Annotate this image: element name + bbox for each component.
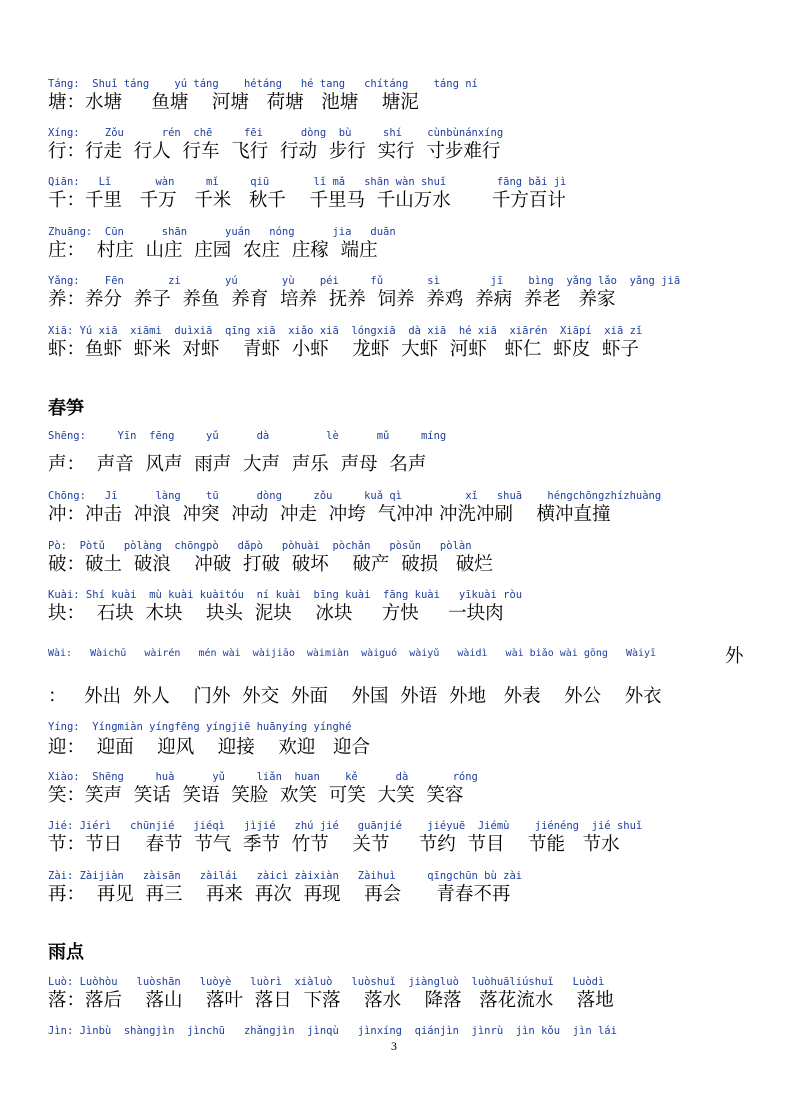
hanzi-line: 虾：鱼虾 虾米 对虾 青虾 小虾 龙虾 大虾 河虾 虾仁 虾皮 虾子 — [48, 339, 640, 360]
hanzi-line: 块： 石块 木块 块头 泥块 冰块 方快 一块肉 — [48, 603, 504, 624]
pinyin-line: Chōng: Jī làng tū dòng zǒu kuǎ qì xǐ shuā héngchōngzhízhuàng — [48, 490, 662, 502]
hanzi-line: 笑：笑声 笑话 笑语 笑脸 欢笑 可笑 大笑 笑容 — [48, 785, 464, 806]
pinyin-line: Shēng: Yīn fēng yǔ dà lè mǔ míng — [48, 430, 447, 442]
pinyin-line: Zhuāng: Cūn shān yuán nóng jia duān — [48, 226, 396, 238]
hanzi-line: 养：养分 养子 养鱼 养育 培养 抚养 饲养 养鸡 养病 养老 养家 — [48, 289, 616, 310]
hanzi-line: ： 外出 外人 门外 外交 外面 外国 外语 外地 外表 外公 外衣 — [48, 686, 662, 707]
pinyin-line: Yíng: Yíngmiàn yíngfēng yíngjiē huānyíng yínghé — [48, 721, 352, 733]
hanzi-line: 落：落后 落山 落叶 落日 下落 落水 降落 落花流水 落地 — [48, 990, 614, 1011]
hanzi-line: 庄： 村庄 山庄 庄园 农庄 庄稼 端庄 — [48, 240, 378, 261]
hanzi-line: 节：节日 春节 节气 季节 竹节 关节 节约 节目 节能 节水 — [48, 834, 620, 855]
pinyin-line: Pò: Pòtǔ pòlàng chōngpò dǎpò pòhuài pòchǎn pòsǔn pòlàn — [48, 540, 472, 552]
pinyin-line: Táng: Shuǐ táng yú táng hétáng hé tang chítáng táng ní — [48, 78, 478, 90]
pinyin-line: Kuài: Shí kuài mù kuài kuàitóu ní kuài bīng kuài fāng kuài yīkuài ròu — [48, 589, 523, 601]
hanzi-line: 冲：冲击 冲浪 冲突 冲动 冲走 冲垮 气冲冲 冲洗冲刷 横冲直撞 — [48, 504, 611, 525]
pinyin-line: Xiào: Shēng huà yǔ liǎn huan kě dà róng — [48, 771, 478, 783]
pinyin-line: Luò: Luòhòu luòshān luòyè luòrì xiàluò luòshuǐ jiàngluò luòhuāliúshuǐ Luòdì — [48, 976, 605, 988]
pinyin-line: Jié: Jiérì chūnjié jiéqì jìjié zhú jié guānjié jiéyuē Jiémù jiénéng jié shuǐ — [48, 820, 643, 832]
hanzi-line: 塘：水塘 鱼塘 河塘 荷塘 池塘 塘泥 — [48, 92, 419, 113]
hanzi-line: 声： 声音 风声 雨声 大声 声乐 声母 名声 — [48, 454, 427, 475]
hanzi-line: 再： 再见 再三 再来 再次 再现 再会 青春不再 — [48, 884, 511, 905]
pinyin-line: Xiā: Yú xiā xiāmi duìxiā qīng xiā xiǎo xiā lóngxiā dà xiā hé xiā xiārén Xiāpí xiā zǐ — [48, 325, 643, 337]
pinyin-line: Qiān: Lǐ wàn mǐ qiū lǐ mǎ shān wàn shuǐ fāng bǎi jì — [48, 176, 567, 188]
section-heading: 雨点 — [48, 942, 84, 963]
pinyin-line: Zài: Zàijiàn zàisān zàilái zàicì zàixiàn Zàihuì qīngchūn bù zài — [48, 870, 523, 882]
page-number: 3 — [391, 1039, 397, 1053]
wai-tail-char: 外 — [725, 646, 744, 667]
hanzi-line: 迎： 迎面 迎风 迎接 欢迎 迎合 — [48, 737, 370, 758]
hanzi-line: 破：破土 破浪 冲破 打破 破坏 破产 破损 破烂 — [48, 554, 493, 575]
hanzi-line: 千：千里 千万 千米 秋千 千里马 千山万水 千方百计 — [48, 190, 566, 211]
hanzi-line: 行：行走 行人 行车 飞行 行动 步行 实行 寸步难行 — [48, 141, 501, 162]
pinyin-line: Wài: Wàichū wàirén mén wài wàijiāo wàimiàn wàiguó wàiyǔ wàidì wài biǎo wài gōng Wàiyī — [48, 648, 657, 659]
pinyin-line: Yǎng: Fēn zi yú yù péi fǔ sì jī bìng yǎng lǎo yǎng jiā — [48, 275, 681, 287]
pinyin-line: Xíng: Zǒu rén chē fēi dòng bù shí cùnbùnánxíng — [48, 127, 504, 139]
pinyin-line: Jìn: Jìnbù shàngjìn jìnchū zhǎngjìn jìnqù jìnxíng qiánjìn jìnrù jìn kǒu jìn lái — [48, 1025, 617, 1037]
section-heading: 春笋 — [48, 398, 84, 419]
